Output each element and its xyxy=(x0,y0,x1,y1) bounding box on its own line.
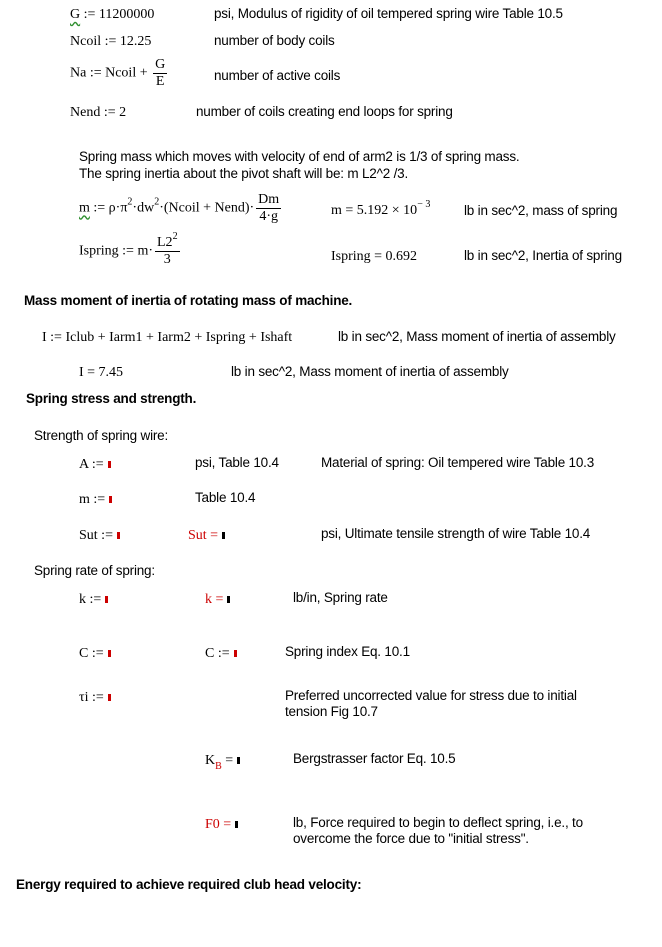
na-description: number of active coils xyxy=(214,68,341,83)
k-definition[interactable] xyxy=(79,593,108,607)
mass-result-exponent: − 3 xyxy=(417,199,431,210)
inertia-result: I = 7.45 xyxy=(79,365,124,380)
na-denominator: E xyxy=(155,74,165,89)
mass-result xyxy=(331,199,431,218)
spring-inertia-note: The spring inertia about the pivot shaft will be: m L2^2 /3. xyxy=(79,166,409,181)
kb-definition xyxy=(205,753,240,772)
sut-expr: Sut := xyxy=(79,528,113,543)
ncoil-description: number of body coils xyxy=(214,33,335,48)
c-placeholder[interactable] xyxy=(108,650,111,657)
nend-description: number of coils creating end loops for spring xyxy=(196,104,453,119)
g-definition[interactable] xyxy=(70,8,154,22)
mass-dw: ·dw xyxy=(132,200,155,216)
inertia-definition[interactable]: I := Iclub + Iarm1 + Iarm2 + Ispring + Ishaft xyxy=(42,330,293,345)
g-symbol: G xyxy=(70,7,81,22)
mass-coils: ·(Ncoil + Nend)· xyxy=(159,200,255,216)
c-definition[interactable] xyxy=(79,647,111,661)
k-result-expr: k = xyxy=(205,592,224,607)
c-placeholder-2[interactable] xyxy=(234,650,237,657)
k-expr: k := xyxy=(79,592,102,607)
ispring-definition[interactable] xyxy=(79,231,182,267)
k-result xyxy=(205,593,230,607)
mass-symbol: m xyxy=(79,200,90,216)
m-placeholder[interactable] xyxy=(109,496,112,503)
m-description: Table 10.4 xyxy=(195,490,256,505)
m-expr: m := xyxy=(79,492,106,507)
ispring-lhs: Ispring := m· xyxy=(79,243,153,259)
k-result-placeholder xyxy=(227,596,230,603)
na-lhs: Na := Ncoil + xyxy=(70,65,152,81)
mass-rho-pi: := ρ·π xyxy=(89,200,128,216)
inertia-result-description: lb in sec^2, Mass moment of inertia of assembly xyxy=(231,364,509,379)
ispring-denominator: 3 xyxy=(163,252,171,267)
heading-mass-moment: Mass moment of inertia of rotating mass of machine. xyxy=(24,293,353,308)
f0-result xyxy=(205,818,238,832)
mass-fraction xyxy=(256,193,281,224)
mass-result-value: m = 5.192 × 10 xyxy=(331,203,418,218)
a-expr: A := xyxy=(79,457,104,472)
sut-placeholder[interactable] xyxy=(117,532,120,539)
ispring-result: Ispring = 0.692 xyxy=(331,249,418,264)
c-definition-2[interactable] xyxy=(205,647,237,661)
sut-description: psi, Ultimate tensile strength of wire Table 10.4 xyxy=(321,526,591,541)
mass-numerator: Dm xyxy=(258,192,280,207)
sut-result-placeholder xyxy=(222,532,225,539)
inertia-definition-description: lb in sec^2, Mass moment of inertia of assembly xyxy=(338,329,616,344)
na-fraction xyxy=(153,58,167,89)
dw-exponent: 2 xyxy=(154,196,160,208)
tau-i-definition[interactable] xyxy=(79,691,111,705)
nend-definition[interactable]: Nend := 2 xyxy=(70,105,127,120)
f0-expr: F0 = xyxy=(205,817,232,832)
spring-mass-note: Spring mass which moves with velocity of end of arm2 is 1/3 of spring mass. xyxy=(79,149,520,164)
k-description: lb/in, Spring rate xyxy=(293,590,388,605)
kb-subscript: B xyxy=(215,761,222,772)
mass-denominator: 4·g xyxy=(259,209,278,224)
k-placeholder[interactable] xyxy=(105,596,108,603)
na-numerator: G xyxy=(155,57,166,72)
a-material-note: Material of spring: Oil tempered wire Table 10.3 xyxy=(321,455,595,470)
tau-i-description: Preferred uncorrected value for stress due to initial tension Fig 10.7 xyxy=(285,688,577,720)
ispring-l2-exponent: 2 xyxy=(172,231,178,242)
ispring-fraction xyxy=(155,231,180,267)
ispring-description: lb in sec^2, Inertia of spring xyxy=(464,248,622,263)
ispring-numerator xyxy=(155,231,180,252)
kb-eq: = xyxy=(221,753,234,768)
sut-result xyxy=(188,529,225,543)
sut-result-expr: Sut = xyxy=(188,528,219,543)
subheading-spring-rate: Spring rate of spring: xyxy=(34,563,155,578)
mass-description: lb in sec^2, mass of spring xyxy=(464,203,618,218)
a-placeholder[interactable] xyxy=(108,461,111,468)
g-description: psi, Modulus of rigidity of oil tempered spring wire Table 10.5 xyxy=(214,6,563,21)
f0-placeholder xyxy=(235,821,238,828)
kb-base: K xyxy=(205,753,216,768)
pi-exponent: 2 xyxy=(127,196,133,208)
f0-description: lb, Force required to begin to deflect spring, i.e., to overcome the force due to "initial stress". xyxy=(293,815,583,847)
kb-description: Bergstrasser factor Eq. 10.5 xyxy=(293,751,456,766)
ncoil-definition[interactable]: Ncoil := 12.25 xyxy=(70,34,152,49)
subheading-wire-strength: Strength of spring wire: xyxy=(34,428,169,443)
c-description: Spring index Eq. 10.1 xyxy=(285,644,410,659)
tau-i-placeholder[interactable] xyxy=(108,694,111,701)
mass-definition[interactable] xyxy=(79,193,283,224)
c-expr-2: C := xyxy=(205,646,230,661)
sut-definition[interactable] xyxy=(79,529,120,543)
a-description: psi, Table 10.4 xyxy=(195,455,279,470)
m-exponent-definition[interactable] xyxy=(79,493,112,507)
kb-placeholder xyxy=(237,757,240,764)
a-definition[interactable] xyxy=(79,458,111,472)
ispring-l2: L2 xyxy=(157,235,173,250)
na-definition[interactable] xyxy=(70,58,169,89)
tau-i-expr: τi := xyxy=(79,690,104,705)
heading-energy: Energy required to achieve required club head velocity: xyxy=(16,877,362,892)
heading-spring-stress: Spring stress and strength. xyxy=(26,391,197,406)
c-expr: C := xyxy=(79,646,104,661)
g-assign: := 11200000 xyxy=(80,7,155,22)
